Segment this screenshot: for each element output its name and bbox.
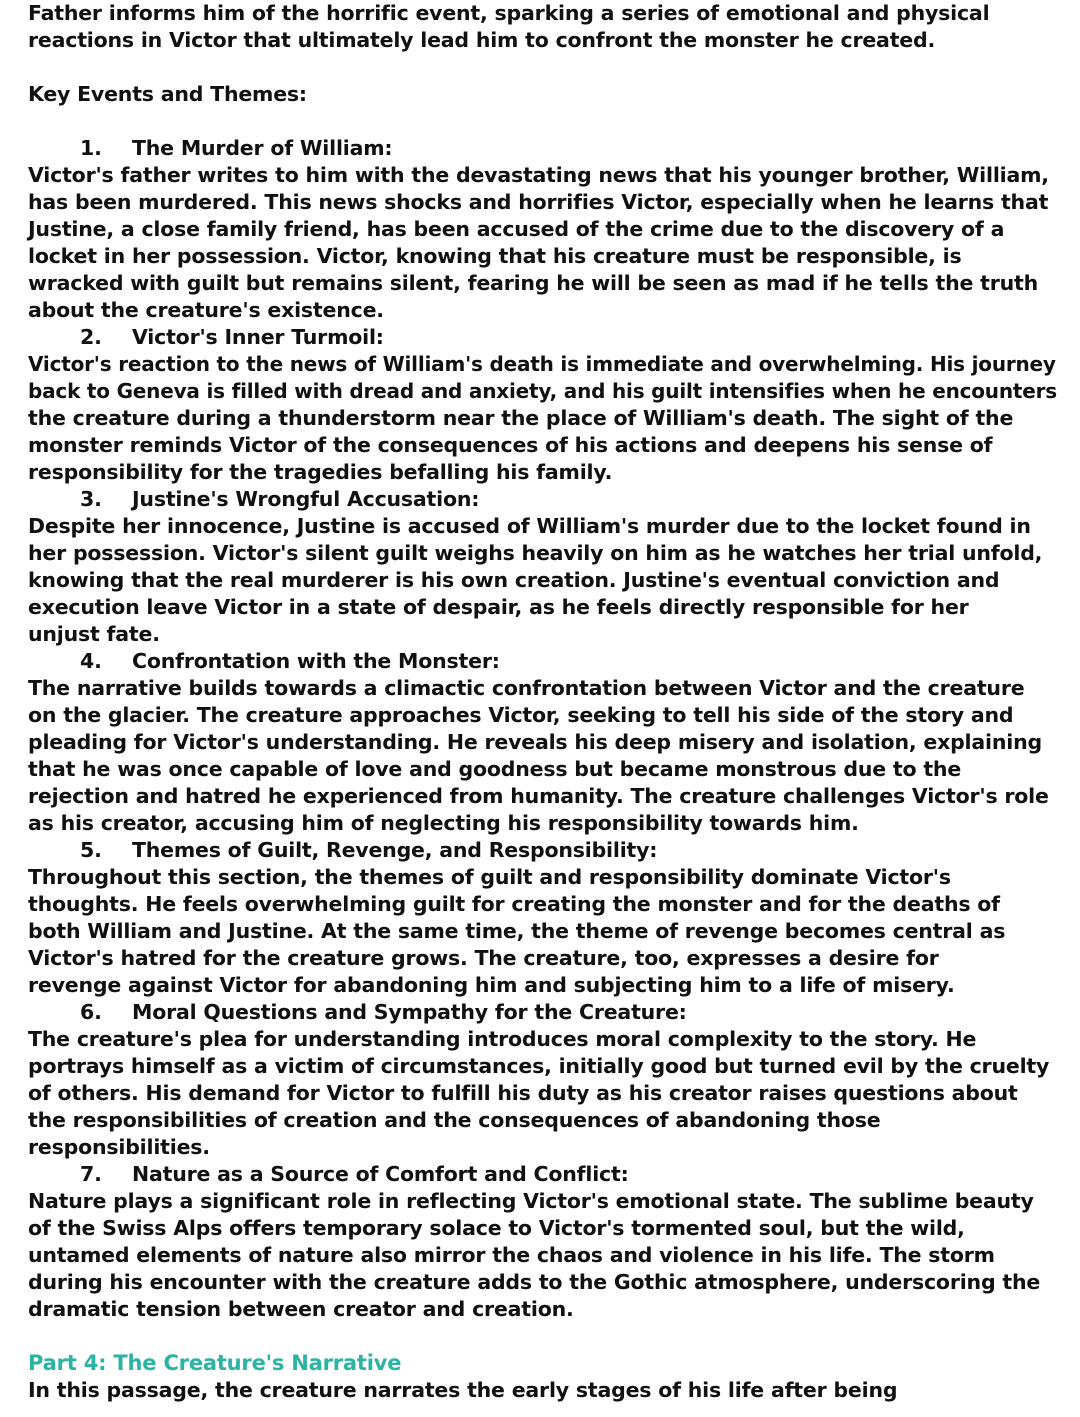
item-line: monster reminds Victor of the consequences of his actions and deepens his sense of [28,433,993,457]
item-number: 5. [80,838,102,862]
item-line: locket in her possession. Victor, knowing that his creature must be responsible, is [28,244,962,268]
item-title: Confrontation with the Monster: [132,649,500,673]
item-line: Justine, a close family friend, has been accused of the crime due to the discovery of a [28,217,1005,241]
item-heading [28,324,1058,351]
item-line: Victor's father writes to him with the devastating news that his younger brother, William, [28,163,1049,187]
section-title: Part 4: The Creature's Narrative [28,1351,402,1375]
item-number: 2. [80,325,102,349]
item-title: Themes of Guilt, Revenge, and Responsibility: [132,838,658,862]
item-line: rejection and hatred he experienced from humanity. The creature challenges Victor's role [28,784,1049,808]
item-title: The Murder of William: [132,136,393,160]
section-line: In this passage, the creature narrates the early stages of his life after being [28,1378,898,1402]
item-line: as his creator, accusing him of neglecting his responsibility towards him. [28,811,859,835]
item-line: execution leave Victor in a state of despair, as he feels directly responsible for her [28,595,969,619]
key-events-heading: Key Events and Themes: [28,82,307,106]
item-title: Victor's Inner Turmoil: [132,325,384,349]
item-line: her possession. Victor's silent guilt weighs heavily on him as he watches her trial unfold, [28,541,1043,565]
item-line: The narrative builds towards a climactic confrontation between Victor and the creature [28,676,1025,700]
item-line: dramatic tension between creator and creation. [28,1297,574,1321]
item-line: pleading for Victor's understanding. He reveals his deep misery and isolation, explaining [28,730,1042,754]
item-title: Justine's Wrongful Accusation: [132,487,480,511]
document-page [28,0,1058,1404]
item-heading [28,648,1058,675]
item-number: 7. [80,1162,102,1186]
item-line: wracked with guilt but remains silent, fearing he will be seen as mad if he tells the truth [28,271,1039,295]
list-item [28,999,1058,1161]
item-title: Nature as a Source of Comfort and Conflict: [132,1162,629,1186]
item-number: 1. [80,136,102,160]
item-line: both William and Justine. At the same time, the theme of revenge becomes central as [28,919,1006,943]
item-line: has been murdered. This news shocks and horrifies Victor, especially when he learns that [28,190,1049,214]
intro-line: reactions in Victor that ultimately lead him to confront the monster he created. [28,28,936,52]
item-line: Victor's reaction to the news of William's death is immediate and overwhelming. His journey [28,352,1056,376]
item-number: 3. [80,487,102,511]
item-line: responsibility for the tragedies befalling his family. [28,460,613,484]
item-title: Moral Questions and Sympathy for the Creature: [132,1000,687,1024]
item-line: Despite her innocence, Justine is accused of William's murder due to the locket found in [28,514,1031,538]
item-line: the creature during a thunderstorm near the place of William's death. The sight of the [28,406,1014,430]
item-line: responsibilities. [28,1135,210,1159]
item-line: unjust fate. [28,622,160,646]
key-events-list [28,135,1058,1323]
item-line: the responsibilities of creation and the consequences of abandoning those [28,1108,881,1132]
item-line: of the Swiss Alps offers temporary solace to Victor's tormented soul, but the wild, [28,1216,965,1240]
item-line: portrays himself as a victim of circumstances, initially good but turned evil by the cruelty [28,1054,1050,1078]
item-heading [28,486,1058,513]
list-item [28,1161,1058,1323]
item-line: during his encounter with the creature adds to the Gothic atmosphere, underscoring the [28,1270,1041,1294]
item-line: about the creature's existence. [28,298,384,322]
item-line: knowing that the real murderer is his own creation. Justine's eventual conviction and [28,568,1000,592]
item-number: 6. [80,1000,102,1024]
item-line: of others. His demand for Victor to fulfill his duty as his creator raises questions about [28,1081,1018,1105]
list-item [28,135,1058,324]
list-item [28,837,1058,999]
item-line: The creature's plea for understanding introduces moral complexity to the story. He [28,1027,977,1051]
intro-line: Father informs him of the horrific event, sparking a series of emotional and physical [28,1,990,25]
item-heading [28,999,1058,1026]
item-line: back to Geneva is filled with dread and anxiety, and his guilt intensifies when he encounters [28,379,1057,403]
item-number: 4. [80,649,102,673]
list-item [28,648,1058,837]
item-heading [28,1161,1058,1188]
item-line: revenge against Victor for abandoning him and subjecting him to a life of misery. [28,973,955,997]
list-item [28,324,1058,486]
item-line: Throughout this section, the themes of guilt and responsibility dominate Victor's [28,865,951,889]
item-line: untamed elements of nature also mirror the chaos and violence in his life. The storm [28,1243,995,1267]
item-heading [28,135,1058,162]
item-line: Victor's hatred for the creature grows. The creature, too, expresses a desire for [28,946,939,970]
item-line: on the glacier. The creature approaches Victor, seeking to tell his side of the story and [28,703,1014,727]
item-heading [28,837,1058,864]
item-line: thoughts. He feels overwhelming guilt for creating the monster and for the deaths of [28,892,1000,916]
list-item [28,486,1058,648]
item-line: that he was once capable of love and goodness but became monstrous due to the [28,757,962,781]
intro-paragraph [28,0,1058,54]
item-line: Nature plays a significant role in reflecting Victor's emotional state. The sublime beauty [28,1189,1034,1213]
